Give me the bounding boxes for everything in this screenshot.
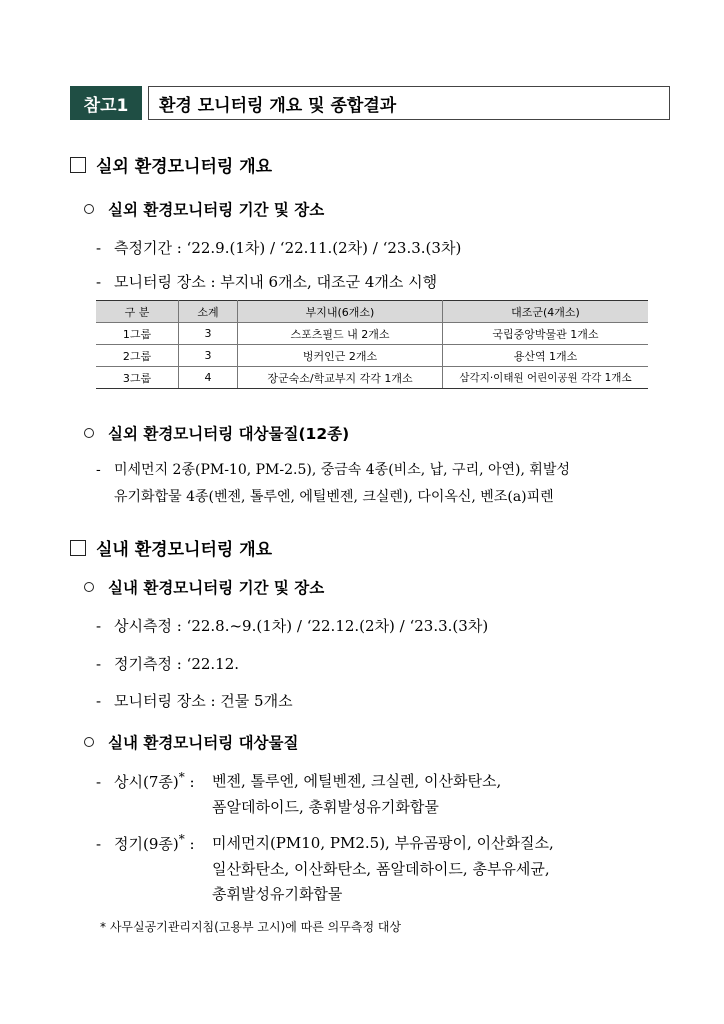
indoor-place-line	[96, 690, 293, 711]
dash-bullet: -	[96, 617, 102, 635]
table-cell: 국립중앙박물관 1개소	[443, 323, 649, 345]
outdoor-place-text: 모니터링 장소 : 부지내 6개소, 대조군 4개소 시행	[114, 273, 438, 291]
indoor-constant-items-2: 폼알데하이드, 총휘발성유기화합물	[212, 798, 439, 816]
circle-bullet-icon	[84, 428, 94, 438]
circle-bullet-icon	[84, 737, 94, 747]
table-cell: 3	[179, 345, 238, 367]
table-cell: 장군숙소/학교부지 각각 1개소	[238, 367, 443, 389]
checkbox-square-icon	[70, 157, 86, 173]
table-cell: 4	[179, 367, 238, 389]
dash-bullet: -	[96, 462, 101, 478]
table-cell: 벙커인근 2개소	[238, 345, 443, 367]
colon: :	[189, 773, 195, 791]
outdoor-substances-text-1: 미세먼지 2종(PM-10, PM-2.5), 중금속 4종(비소, 납, 구리, 아연), 휘발성	[114, 462, 570, 478]
section-heading-text: 실외 환경모니터링 개요	[96, 157, 273, 177]
circle-bullet-icon	[84, 582, 94, 592]
asterisk-mark: *	[178, 832, 185, 846]
reference-header	[70, 86, 670, 120]
subheading-outdoor-period	[84, 198, 324, 220]
indoor-regular-items-1: 미세먼지(PM10, PM2.5), 부유곰팡이, 이산화질소,	[212, 834, 554, 852]
dash-bullet: -	[96, 655, 102, 673]
subheading-text: 실외 환경모니터링 대상물질(12종)	[108, 425, 350, 443]
subheading-text: 실외 환경모니터링 기간 및 장소	[108, 201, 325, 219]
indoor-constant-line	[96, 615, 488, 636]
colon: :	[189, 835, 195, 853]
outdoor-period-text: 측정기간 : ‘22.9.(1차) / ‘22.11.(2차) / ‘23.3.(3차)	[114, 239, 462, 257]
table-cell: 용산역 1개소	[443, 345, 649, 367]
dash-bullet: -	[96, 773, 102, 791]
reference-tag: 참고1	[70, 86, 142, 120]
checkbox-square-icon	[70, 540, 86, 556]
circle-bullet-icon	[84, 204, 94, 214]
indoor-constant-text: 상시측정 : ‘22.8.~9.(1차) / ‘22.12.(2차) / ‘23.3.(3차)	[114, 617, 489, 635]
table-header-cell: 소계	[179, 301, 238, 323]
dash-bullet: -	[96, 835, 102, 853]
table-row	[96, 367, 648, 389]
indoor-constant-label: 상시(7종)	[114, 773, 179, 791]
footnote: * 사무실공기관리지침(고용부 고시)에 따른 의무측정 대상	[100, 920, 402, 934]
asterisk-mark: *	[178, 770, 185, 784]
subheading-indoor-period	[84, 576, 324, 598]
indoor-regular-text: 정기측정 : ‘22.12.	[114, 655, 240, 673]
section-heading-text: 실내 환경모니터링 개요	[96, 540, 273, 560]
table-cell: 삼각지·이태원 어린이공원 각각 1개소	[443, 367, 649, 389]
table-row	[96, 323, 648, 345]
table-cell: 1그룹	[96, 323, 179, 345]
indoor-regular-label-line	[96, 832, 195, 854]
indoor-regular-label: 정기(9종)	[114, 835, 179, 853]
outdoor-place-line	[96, 271, 437, 292]
dash-bullet: -	[96, 273, 102, 291]
table-row	[96, 345, 648, 367]
outdoor-substances-line-1	[96, 459, 570, 479]
indoor-regular-items-2: 일산화탄소, 이산화탄소, 폼알데하이드, 총부유세균,	[212, 860, 550, 878]
table-cell: 3그룹	[96, 367, 179, 389]
table-cell: 스포츠필드 내 2개소	[238, 323, 443, 345]
table-cell: 3	[179, 323, 238, 345]
reference-title: 환경 모니터링 개요 및 종합결과	[148, 86, 670, 120]
subheading-indoor-substances	[84, 731, 298, 753]
subheading-text: 실내 환경모니터링 대상물질	[108, 734, 299, 752]
outdoor-substances-line-2	[114, 486, 554, 506]
outdoor-substances-text-2: 유기화합물 4종(벤젠, 톨루엔, 에틸벤젠, 크실렌), 다이옥신, 벤조(a)피렌	[114, 489, 554, 505]
table-cell: 2그룹	[96, 345, 179, 367]
subheading-text: 실내 환경모니터링 기간 및 장소	[108, 579, 325, 597]
table-header-row	[96, 301, 648, 323]
dash-bullet: -	[96, 692, 102, 710]
outdoor-period-line	[96, 237, 461, 258]
dash-bullet: -	[96, 239, 102, 257]
indoor-place-text: 모니터링 장소 : 건물 5개소	[114, 692, 293, 710]
table-header-cell: 구 분	[96, 301, 179, 323]
indoor-constant-label-line	[96, 770, 195, 792]
subheading-outdoor-substances	[84, 422, 349, 444]
section-heading-indoor	[70, 535, 272, 560]
section-heading-outdoor	[70, 152, 272, 177]
table-header-cell: 대조군(4개소)	[443, 301, 649, 323]
indoor-regular-items-3: 총휘발성유기화합물	[212, 885, 343, 903]
indoor-regular-line	[96, 653, 239, 674]
outdoor-location-table	[96, 300, 648, 389]
table-header-cell: 부지내(6개소)	[238, 301, 443, 323]
indoor-constant-items-1: 벤젠, 톨루엔, 에틸벤젠, 크실렌, 이산화탄소,	[212, 772, 502, 790]
